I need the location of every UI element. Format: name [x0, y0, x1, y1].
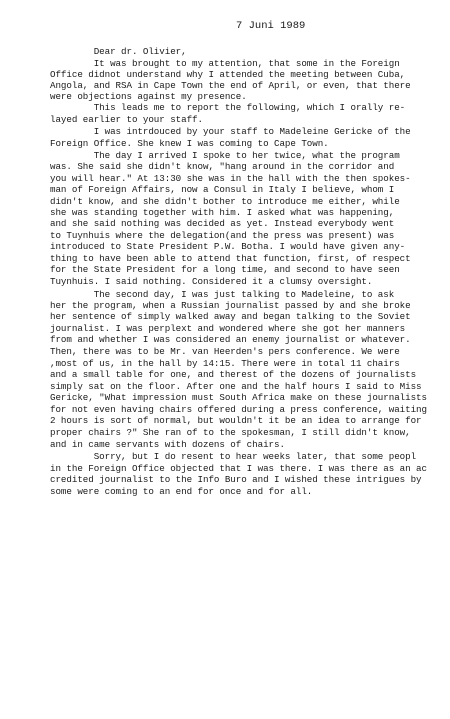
- letter-line: was. She said she didn't know, "hang around in the corridor and: [50, 161, 395, 172]
- letter-line: to Tuynhuis where the delegation(and the press was present) was: [50, 230, 395, 241]
- letter-line: and she said nothing was decided as yet. Instead everybody went: [50, 218, 395, 229]
- letter-line: she was standing together with him. I asked what was happening,: [50, 207, 395, 218]
- letter-line: Dear dr. Olivier,: [50, 46, 187, 57]
- letter-line: I was intrdouced by your staff to Madeleine Gericke of the: [50, 126, 411, 137]
- letter-line: for not even having chairs offered during a press conference, waiting: [50, 404, 427, 415]
- letter-line: It was brought to my attention, that some in the Foreign: [50, 58, 400, 69]
- letter-line: man of Foreign Affairs, now a Consul in Italy I believe, whom I: [50, 184, 395, 195]
- letter-line: from and whether I was considered an enemy journalist or whatever.: [50, 334, 411, 345]
- letter-line: her sentence of simply walked away and began talking to the Soviet: [50, 311, 411, 322]
- letter-line: credited journalist to the Info Buro and I wished these intrigues by: [50, 474, 422, 485]
- letter-line: Office didnot understand why I attended the meeting between Cuba,: [50, 69, 406, 80]
- letter-line: ,most of us, in the hall by 14:15. There were in total 11 chairs: [50, 358, 400, 369]
- letter-line: were objections against my presence.: [50, 91, 247, 102]
- letter-line: Sorry, but I do resent to hear weeks later, that some peopl: [50, 451, 417, 462]
- letter-line: This leads me to report the following, which I orally re-: [50, 102, 406, 113]
- letter-line: didn't know, and she didn't bother to introduce me either, while: [50, 196, 400, 207]
- letter-line: for the State President for a long time, and second to have seen: [50, 264, 400, 275]
- letter-line: and a small table for one, and therest of the dozens of journalists: [50, 369, 417, 380]
- letter-line: journalist. I was perplext and wondered where she got her manners: [50, 323, 406, 334]
- letter-line: simply sat on the floor. After one and the half hours I said to Miss: [50, 381, 422, 392]
- letter-line: Gericke, "What impression must South Africa make on these journalists: [50, 392, 427, 403]
- letter-line: Then, there was to be Mr. van Heerden's pers conference. We were: [50, 346, 400, 357]
- letter-line: layed earlier to your staff.: [50, 114, 203, 125]
- letter-line: and in came servants with dozens of chairs.: [50, 439, 285, 450]
- letter-line: The second day, I was just talking to Madeleine, to ask: [50, 289, 395, 300]
- letter-line: her the program, when a Russian journalist passed by and she broke: [50, 300, 411, 311]
- letter-line: Angola, and RSA in Cape Town the end of April, or even, that there: [50, 80, 411, 91]
- letter-line: 2 hours is sort of normal, but wouldn't it be an idea to arrange for: [50, 415, 422, 426]
- letter-line: proper chairs ?" She ran of to the spokesman, I still didn't know,: [50, 427, 411, 438]
- letter-line: thing to have been able to attend that function, first, of respect: [50, 253, 411, 264]
- letter-line: Foreign Office. She knew I was coming to Cape Town.: [50, 138, 329, 149]
- letter-line: Tuynhuis. I said nothing. Considered it a clumsy oversight.: [50, 276, 373, 287]
- letter-line: in the Foreign Office objected that I was there. I was there as an ac: [50, 463, 427, 474]
- letter-date: 7 Juni 1989: [236, 20, 306, 32]
- letter-line: introduced to State President P.W. Botha. I would have given any-: [50, 241, 406, 252]
- letter-line: some were coming to an end for once and for all.: [50, 486, 313, 497]
- letter-line: you will hear." At 13:30 she was in the hall with the then spokes-: [50, 173, 411, 184]
- letter-line: The day I arrived I spoke to her twice, what the program: [50, 150, 400, 161]
